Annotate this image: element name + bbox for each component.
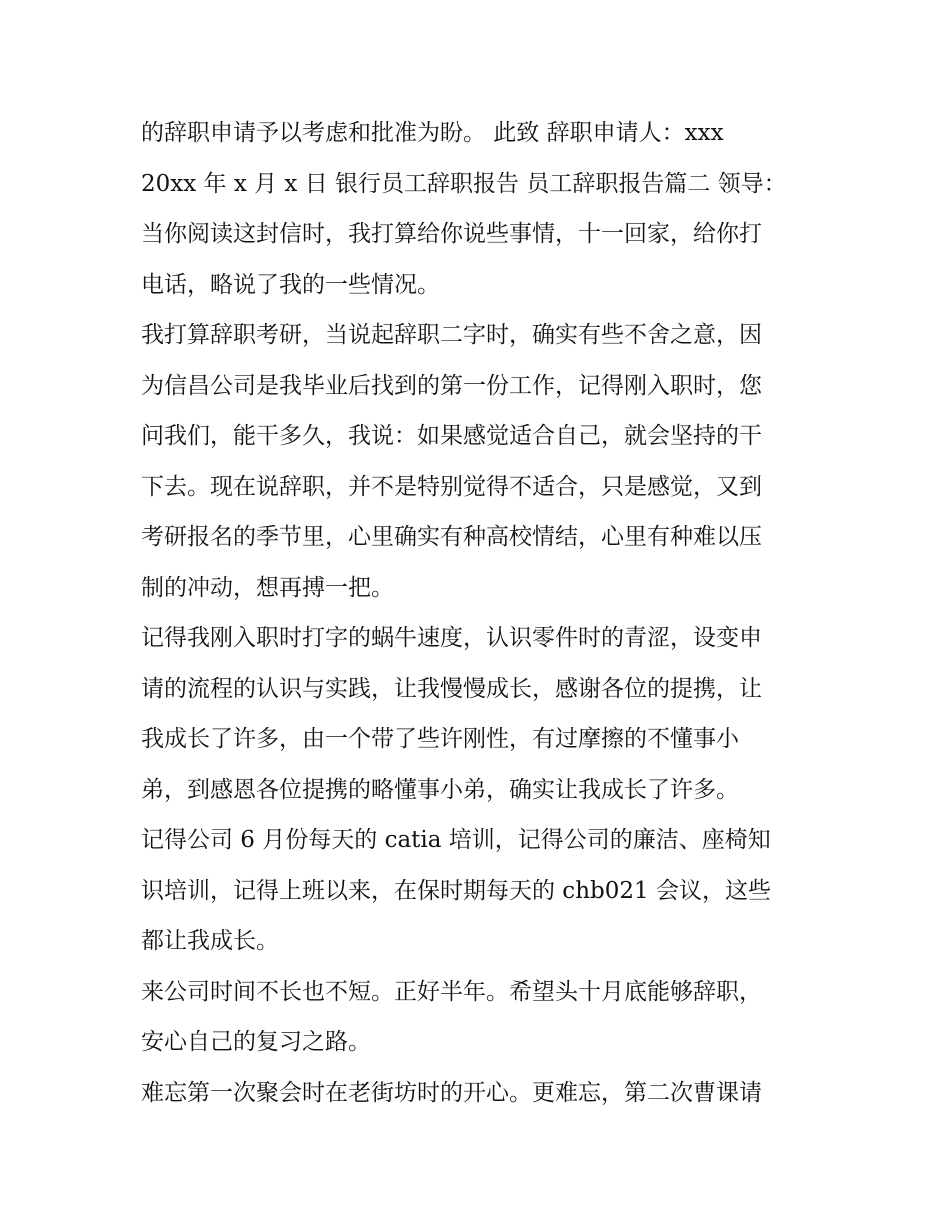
text-line: 当你阅读这封信时，我打算给你说些事情，十一回家，给你打 [141,221,762,247]
text-line: 记得公司 6 月份每天的 catia 培训，记得公司的廉洁、座椅知 [141,827,771,853]
text-line: 为信昌公司是我毕业后找到的第一份工作，记得刚入职时，您 [141,372,762,399]
text-line: 20xx 年 x 月 x 日 银行员工辞职报告 员工辞职报告篇二 领导： [141,170,787,197]
text-line: 难忘第一次聚会时在老街坊时的开心。更难忘，第二次曹课请 [141,1079,762,1106]
text-line: 电话，略说了我的一些情况。 [141,271,440,298]
text-line: 我成长了许多，由一个带了些许刚性，有过摩擦的不懂事小 [141,726,739,752]
text-line: 都让我成长。 [141,928,279,954]
text-line: 来公司时间不长也不短。正好半年。希望头十月底能够辞职， [141,978,762,1005]
document-body [141,108,821,1118]
text-line: 记得我刚入职时打字的蜗牛速度，认识零件时的青涩，设变申 [141,625,762,651]
text-line: 请的流程的认识与实践，让我慢慢成长，感谢各位的提携，让 [141,675,762,702]
text-line: 安心自己的复习之路。 [141,1029,371,1055]
text-line: 的辞职申请予以考虑和批准为盼。 此致 辞职申请人：xxx [141,120,724,146]
text-line: 问我们，能干多久，我说：如果感觉适合自己，就会坚持的干 [141,423,762,449]
text-line: 制的冲动，想再搏一把。 [141,574,394,601]
text-line: 我打算辞职考研，当说起辞职二字时，确实有些不舍之意，因 [141,322,762,348]
text-line: 识培训，记得上班以来，在保时期每天的 chb021 会议，这些 [141,877,771,904]
text-line: 下去。现在说辞职，并不是特别觉得不适合，只是感觉，又到 [141,473,762,500]
text-line: 弟，到感恩各位提携的略懂事小弟，确实让我成长了许多。 [141,776,739,803]
text-line: 考研报名的季节里，心里确实有种高校情结，心里有种难以压 [141,524,762,550]
